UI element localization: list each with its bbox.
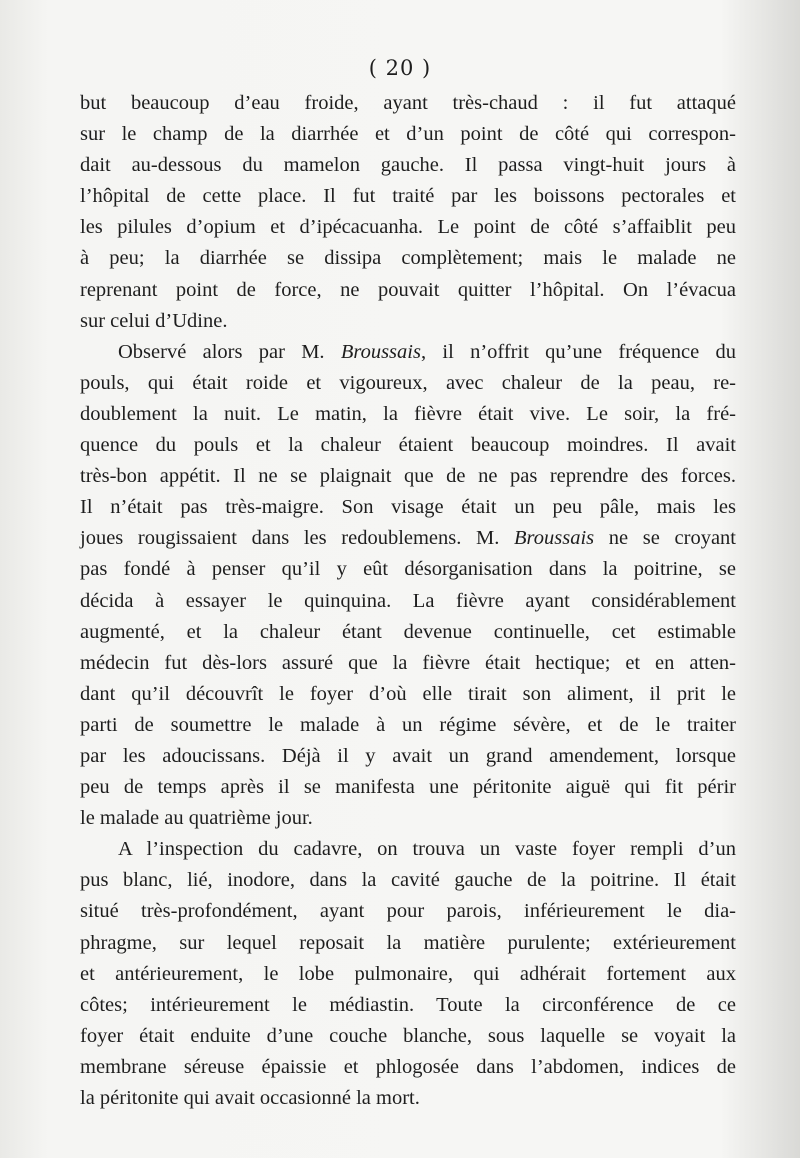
text-line: phragme, sur lequel reposait la matière purulente; extérieurement (80, 931, 736, 954)
text-line: médecin fut dès-lors assuré que la fièvre était hectique; et en atten- (80, 651, 736, 674)
text-line: augmenté, et la chaleur étant devenue continuelle, cet estimable (80, 620, 736, 643)
text-line: la péritonite qui avait occasionné la mort. (80, 1087, 420, 1109)
text-line: situé très-profondément, ayant pour parois, inférieurement le dia- (80, 900, 736, 923)
body-text (80, 88, 736, 1114)
text-line: le malade au quatrième jour. (80, 807, 313, 830)
text-line: doublement la nuit. Le matin, la fièvre était vive. Le soir, la fré- (80, 402, 736, 425)
text-line: dait au-dessous du mamelon gauche. Il passa vingt-huit jours à (80, 154, 736, 177)
text-line: parti de soumettre le malade à un régime sévère, et de le traiter (80, 713, 736, 736)
text-line: pouls, qui était roide et vigoureux, avec chaleur de la peau, re- (80, 371, 736, 394)
text-line: et antérieurement, le lobe pulmonaire, qui adhérait fortement aux (80, 962, 736, 985)
text-line: Observé alors par M. Broussais, il n’offrit qu’une fréquence du (118, 340, 736, 363)
text-line: quence du pouls et la chaleur étaient beaucoup moindres. Il avait (80, 434, 736, 457)
text-line: côtes; intérieurement le médiastin. Toute la circonférence de ce (80, 993, 736, 1016)
text-line: pus blanc, lié, inodore, dans la cavité gauche de la poitrine. Il était (80, 869, 736, 892)
text-line: dant qu’il découvrît le foyer d’où elle tirait son aliment, il prit le (80, 682, 736, 705)
text-line: peu de temps après il se manifesta une péritonite aiguë qui fit périr (80, 776, 736, 799)
paragraph-3 (80, 834, 736, 1114)
text-line: les pilules d’opium et d’ipécacuanha. Le point de côté s’affaiblit peu (80, 216, 736, 239)
text-line: membrane séreuse épaissie et phlogosée dans l’abdomen, indices de (80, 1055, 736, 1078)
text-line: à peu; la diarrhée se dissipa complètement; mais le malade ne (80, 247, 736, 270)
text-line: par les adoucissans. Déjà il y avait un grand amendement, lorsque (80, 744, 736, 767)
text-line: joues rougissaient dans les redoublemens. M. Broussais ne se croyant (80, 527, 736, 550)
paragraph-1 (80, 88, 736, 337)
text-line: sur celui d’Udine. (80, 309, 228, 332)
text-line: sur le champ de la diarrhée et d’un point de côté qui correspon- (80, 123, 736, 146)
text-line: très-bon appétit. Il ne se plaignait que de ne pas reprendre des forces. (80, 465, 736, 488)
text-line: pas fondé à penser qu’il y eût désorganisation dans la poitrine, se (80, 558, 736, 581)
text-line: foyer était enduite d’une couche blanche, sous laquelle se voyait la (80, 1024, 736, 1047)
text-line: l’hôpital de cette place. Il fut traité par les boissons pectorales et (80, 185, 736, 208)
text-line: Il n’était pas très-maigre. Son visage était un peu pâle, mais les (80, 496, 736, 519)
text-line: décida à essayer le quinquina. La fièvre ayant considérablement (80, 589, 736, 612)
text-line: reprenant point de force, ne pouvait quitter l’hôpital. On l’évacua (80, 278, 736, 301)
page-number: ( 20 ) (368, 56, 432, 80)
text-line: but beaucoup d’eau froide, ayant très-chaud : il fut attaqué (80, 92, 736, 114)
paragraph-2 (80, 337, 736, 835)
text-line: A l’inspection du cadavre, on trouva un vaste foyer rempli d’un (118, 838, 736, 861)
